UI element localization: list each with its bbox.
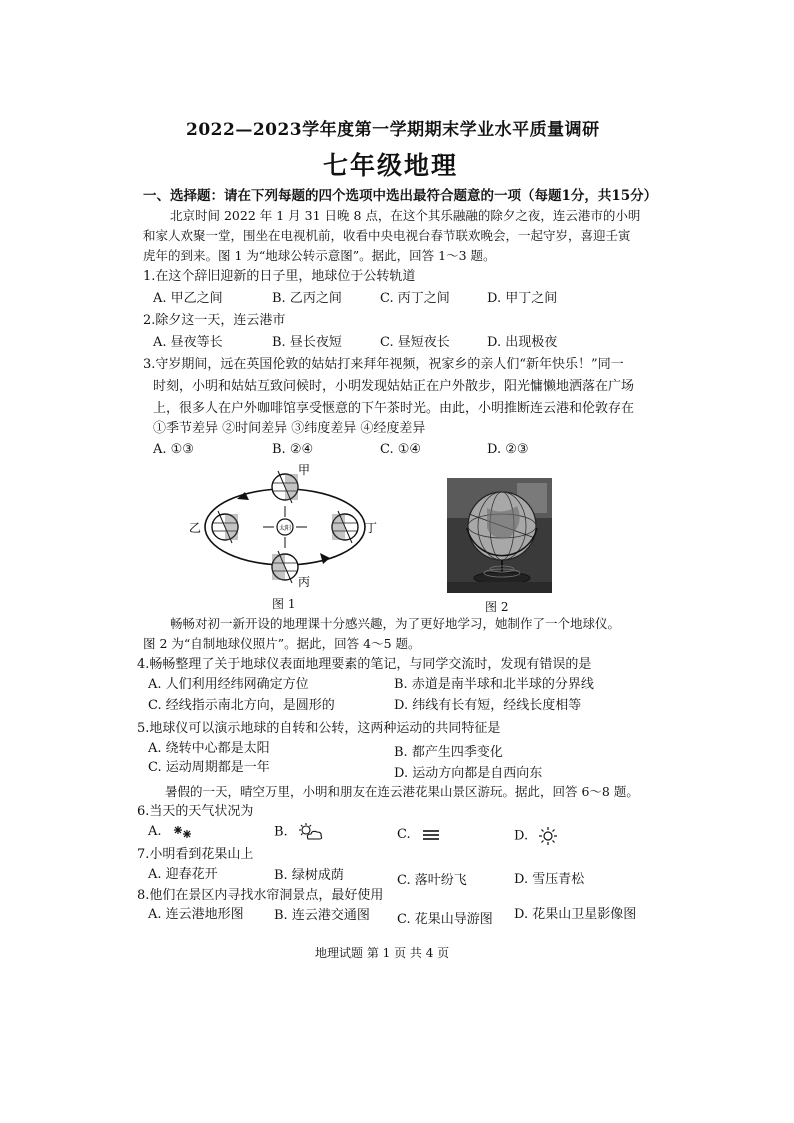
label-jia: 甲 bbox=[298, 463, 311, 477]
q3-option-a[interactable]: A. ①③ bbox=[153, 442, 194, 457]
q3-option-c[interactable]: C. ①④ bbox=[380, 442, 422, 457]
subject-title: 七年级地理 bbox=[323, 151, 459, 180]
earth-yi bbox=[212, 511, 238, 543]
q1-option-a[interactable]: A. 甲乙之间 bbox=[153, 291, 223, 306]
q1-option-c[interactable]: C. 丙丁之间 bbox=[380, 291, 450, 306]
q6-option-b[interactable] bbox=[274, 823, 324, 842]
q4-option-a[interactable]: A. 人们利用经纬网确定方位 bbox=[148, 677, 309, 692]
intro1-line3: 虎年的到来。图 1 为“地球公转示意图”。据此，回答 1～3 题。 bbox=[143, 248, 496, 263]
q1-stem: 1.在这个辞旧迎新的日子里，地球位于公转轨道 bbox=[143, 269, 416, 284]
q5-option-d[interactable]: D. 运动方向都是自西向东 bbox=[394, 766, 543, 781]
q2-option-d[interactable]: D. 出现极夜 bbox=[487, 335, 558, 350]
q1-option-d[interactable]: D. 甲丁之间 bbox=[487, 291, 558, 306]
q3-stem-line2: 时刻，小明和姑姑互致问候时，小明发现姑姑正在户外散步，阳光慵懒地洒落在广场 bbox=[153, 379, 635, 394]
intro2-line2: 图 2 为“自制地球仪照片”。据此，回答 4～5 题。 bbox=[143, 636, 421, 651]
q6-option-c[interactable] bbox=[397, 826, 441, 844]
label-ding: 丁 bbox=[365, 521, 378, 535]
q3-stem-line3: 上，很多人在户外咖啡馆享受惬意的下午茶时光。由此，小明推断连云港和伦敦存在 bbox=[153, 401, 635, 416]
q3-option-d[interactable]: D. ②③ bbox=[487, 442, 529, 457]
q7-stem: 7.小明看到花果山上 bbox=[137, 847, 254, 862]
q6-option-a[interactable] bbox=[148, 823, 194, 841]
earth-orbit-diagram bbox=[185, 462, 385, 592]
intro2-line1: 畅畅对初一新开设的地理课十分感兴趣，为了更好地学习，她制作了一个地球仪。 bbox=[170, 616, 621, 631]
q8-option-c[interactable]: C. 花果山导游图 bbox=[397, 912, 493, 927]
sun-cloud-icon bbox=[298, 823, 324, 841]
intro1-line1: 北京时间 2022 年 1 月 31 日晚 8 点，在这个其乐融融的除夕之夜，连云港市的小明 bbox=[170, 208, 641, 223]
figure1-caption: 图 1 bbox=[272, 597, 296, 611]
q6-option-b-label: B. bbox=[274, 824, 288, 840]
q6-option-d[interactable] bbox=[514, 826, 558, 846]
sun-label: 太阳 bbox=[278, 525, 292, 532]
earth-jia bbox=[272, 471, 298, 503]
q7-option-c[interactable]: C. 落叶纷飞 bbox=[397, 873, 467, 888]
q6-option-d-label: D. bbox=[514, 828, 529, 844]
q3-option-b[interactable]: B. ②④ bbox=[272, 442, 314, 457]
snow-icon bbox=[172, 824, 194, 840]
intro3-text: 暑假的一天，晴空万里，小明和朋友在连云港花果山景区游玩。据此，回答 6～8 题。 bbox=[165, 784, 639, 799]
q5-option-b[interactable]: B. 都产生四季变化 bbox=[394, 745, 503, 760]
q3-stem-line1: 3.守岁期间，远在英国伦敦的姑姑打来拜年视频，祝家乡的亲人们“新年快乐！”同一 bbox=[143, 357, 624, 372]
q3-choices: ①季节差异 ②时间差异 ③纬度差异 ④经度差异 bbox=[153, 421, 426, 436]
q4-option-d[interactable]: D. 纬线有长有短，经线长度相等 bbox=[394, 698, 582, 713]
globe-photo bbox=[447, 478, 552, 593]
q7-option-d[interactable]: D. 雪压青松 bbox=[514, 872, 585, 887]
figure2-caption: 图 2 bbox=[485, 600, 509, 614]
q7-option-b[interactable]: B. 绿树成荫 bbox=[274, 868, 344, 883]
label-yi: 乙 bbox=[189, 521, 202, 535]
q6-stem: 6.当天的天气状况为 bbox=[137, 804, 254, 819]
q5-stem: 5.地球仪可以演示地球的自转和公转，这两种运动的共同特征是 bbox=[137, 721, 501, 736]
q2-option-b[interactable]: B. 昼长夜短 bbox=[272, 335, 342, 350]
fog-icon bbox=[421, 828, 441, 842]
q4-stem: 4.畅畅整理了关于地球仪表面地理要素的笔记，与同学交流时，发现有错误的是 bbox=[137, 657, 592, 672]
earth-ding bbox=[332, 511, 358, 543]
label-bing: 丙 bbox=[298, 575, 311, 589]
q4-option-b[interactable]: B. 赤道是南半球和北半球的分界线 bbox=[394, 677, 594, 692]
section-heading: 一、选择题：请在下列每题的四个选项中选出最符合题意的一项（每题1分，共15分） bbox=[143, 188, 658, 204]
q8-option-a[interactable]: A. 连云港地形图 bbox=[148, 907, 244, 922]
q6-option-c-label: C. bbox=[397, 827, 411, 842]
q7-option-a[interactable]: A. 迎春花开 bbox=[148, 867, 218, 882]
sunny-icon bbox=[538, 826, 558, 846]
q8-stem: 8.他们在景区内寻找水帘洞景点，最好使用 bbox=[137, 888, 384, 903]
q5-option-a[interactable]: A. 绕转中心都是太阳 bbox=[148, 741, 270, 756]
q5-option-c[interactable]: C. 运动周期都是一年 bbox=[148, 760, 270, 775]
exam-title: 2022—2023学年度第一学期期末学业水平质量调研 bbox=[186, 120, 600, 140]
q2-option-c[interactable]: C. 昼短夜长 bbox=[380, 335, 450, 350]
q2-option-a[interactable]: A. 昼夜等长 bbox=[153, 335, 223, 350]
q8-option-d[interactable]: D. 花果山卫星影像图 bbox=[514, 907, 637, 922]
q4-option-c[interactable]: C. 经线指示南北方向，是圆形的 bbox=[148, 698, 335, 713]
intro1-line2: 和家人欢聚一堂，围坐在电视机前，收看中央电视台春节联欢晚会，一起守岁，喜迎壬寅 bbox=[143, 228, 631, 243]
q6-option-a-label: A. bbox=[148, 824, 162, 839]
q8-option-b[interactable]: B. 连云港交通图 bbox=[274, 908, 370, 923]
earth-bing bbox=[272, 551, 298, 583]
q1-option-b[interactable]: B. 乙丙之间 bbox=[272, 291, 342, 306]
page-footer: 地理试题 第 1 页 共 4 页 bbox=[315, 946, 450, 960]
q2-stem: 2.除夕这一天，连云港市 bbox=[143, 313, 286, 328]
